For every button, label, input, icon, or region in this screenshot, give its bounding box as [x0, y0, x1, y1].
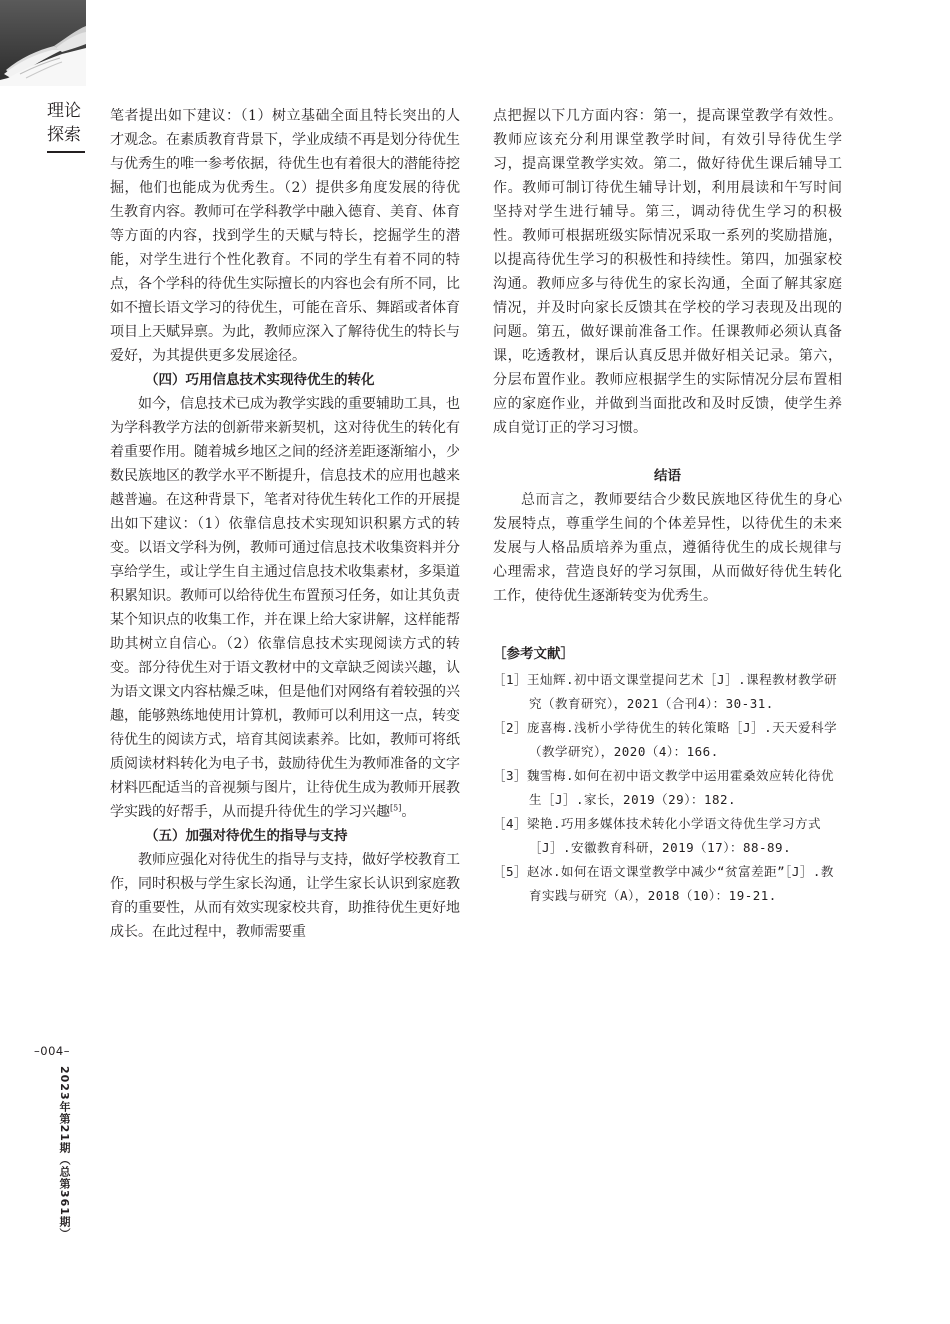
citation-5: [5] [390, 803, 402, 813]
page-number: –004– [34, 1044, 70, 1058]
reference-item: ［4］梁艳.巧用多媒体技术转化小学语文待优生学习方式［J］.安徽教育科研，2019（17）：88-89. [493, 816, 822, 855]
reference-item: ［3］魏雪梅.如何在初中语文教学中运用霍桑效应转化待优生［J］.家长，2019（29）：182. [493, 768, 835, 807]
open-book-icon [0, 0, 86, 86]
section-heading-5: （五）加强对待优生的指导与支持 [145, 828, 348, 844]
references-list [493, 668, 842, 908]
section-tag-rule [47, 151, 85, 153]
left-column [110, 104, 460, 944]
left-paragraph-3: 教师应强化对待优生的指导与支持，做好学校教育工作，同时积极与学生家长沟通，让学生家长认识到家庭教育的重要性，从而有效实现家校共育，助推待优生更好地成长。在此过程中，教师需要重 [110, 852, 460, 940]
references-heading: ［参考文献］ [493, 646, 574, 662]
left-paragraph-2 [110, 392, 460, 824]
open-book-logo [0, 0, 86, 86]
right-paragraph-1: 点把握以下几方面内容：第一，提高课堂教学有效性。教师应该充分利用课堂教学时间，有效引导待优生学习，提高课堂教学实效。第二，做好待优生课后辅导工作。教师可制订待优生辅导计划，利用晨读和午写时间坚持对学生进行辅导。第三，调动待优生学习的积极性。教师可根据班级实际情况采取一系列的奖励措施，以提高待优生学习的积极性和持续性。第四，加强家校沟通。教师应多与待优生的家长沟通，全面了解其家庭情况，并及时向家长反馈其在学校的学习表现及出现的问题。第五，做好课前准备工作。任课教师必须认真备课，吃透教材，课后认真反思并做好相关记录。第六，分层布置作业。教师应根据学生的实际情况分层布置相应的家庭作业，并做到当面批改和及时反馈，使学生养成自觉订正的学习习惯。 [493, 108, 842, 436]
issue-info: 2023年第21期（总第361期） [58, 1066, 71, 1240]
section-tag [47, 99, 87, 153]
reference-item: ［5］赵冰.如何在语文课堂教学中减少“贫富差距”［J］.教育实践与研究（A），2018（10）：19-21. [493, 864, 834, 903]
left-paragraph-2-text: 如今，信息技术已成为教学实践的重要辅助工具，也为学科教学方法的创新带来新契机，这对待优生的转化有着重要作用。随着城乡地区之间的经济差距逐渐缩小，少数民族地区的教学水平不断提升，信息技术的应用也越来越普遍。在这种背景下，笔者对待优生转化工作的开展提出如下建议：（1）依靠信息技术实现知识积累方式的转变。以语文学科为例，教师可通过信息技术收集资料并分享给学生，或让学生自主通过信息技术收集素材，多渠道积累知识。教师可以给待优生布置预习任务，如让其负责某个知识点的收集工作，并在课上给大家讲解，这样能帮助其树立自信心。（2）依靠信息技术实现阅读方式的转变。部分待优生对于语文教材中的文章缺乏阅读兴趣，认为语文课文内容枯燥乏味，但是他们对网络有着较强的兴趣，能够熟练地使用计算机，教师可以利用这一点，转变待优生的阅读方式，培育其阅读素养。比如，教师可将纸质阅读材料转化为电子书，鼓励待优生为教师准备的文字材料匹配适当的音视频与图片，让待优生成为教师开展教学实践的好帮手，从而提升待优生的学习兴趣 [110, 396, 460, 820]
reference-item: ［1］王灿辉.初中语文课堂提问艺术［J］.课程教材教学研究（教育研究），2021（合刊4）：30-31. [493, 672, 838, 711]
conclusion-heading: 结语 [654, 468, 681, 484]
section-tag-line1: 理论 [47, 101, 81, 121]
left-paragraph-1: 笔者提出如下建议：（1）树立基础全面且特长突出的人才观念。在素质教育背景下，学业成绩不再是划分待优生与优秀生的唯一参考依据，待优生也有着很大的潜能待挖掘，他们也能成为优秀生。（2）提供多角度发展的待优生教育内容。教师可在学科教学中融入德育、美育、体育等方面的内容，找到学生的天赋与特长，挖掘学生的潜能，对学生进行个性化教育。不同的学生有着不同的特点，各个学科的待优生实际擅长的内容也会有所不同，比如不擅长语文学习的待优生，可能在音乐、舞蹈或者体育项目上天赋异禀。为此，教师应深入了解待优生的特长与爱好，为其提供更多发展途径。 [110, 108, 460, 364]
reference-item: ［2］庞喜梅.浅析小学待优生的转化策略［J］.天天爱科学（教学研究），2020（4）：166. [493, 720, 838, 759]
section-heading-4: （四）巧用信息技术实现待优生的转化 [145, 372, 375, 388]
section-tag-line2: 探索 [47, 125, 81, 145]
right-column [493, 104, 842, 908]
left-paragraph-2-end: 。 [401, 804, 416, 820]
conclusion-paragraph: 总而言之，教师要结合少数民族地区待优生的身心发展特点，尊重学生间的个体差异性，以待优生的未来发展与人格品质培养为重点，遵循待优生的成长规律与心理需求，营造良好的学习氛围，从而做好待优生转化工作，使待优生逐渐转变为优秀生。 [493, 492, 842, 604]
